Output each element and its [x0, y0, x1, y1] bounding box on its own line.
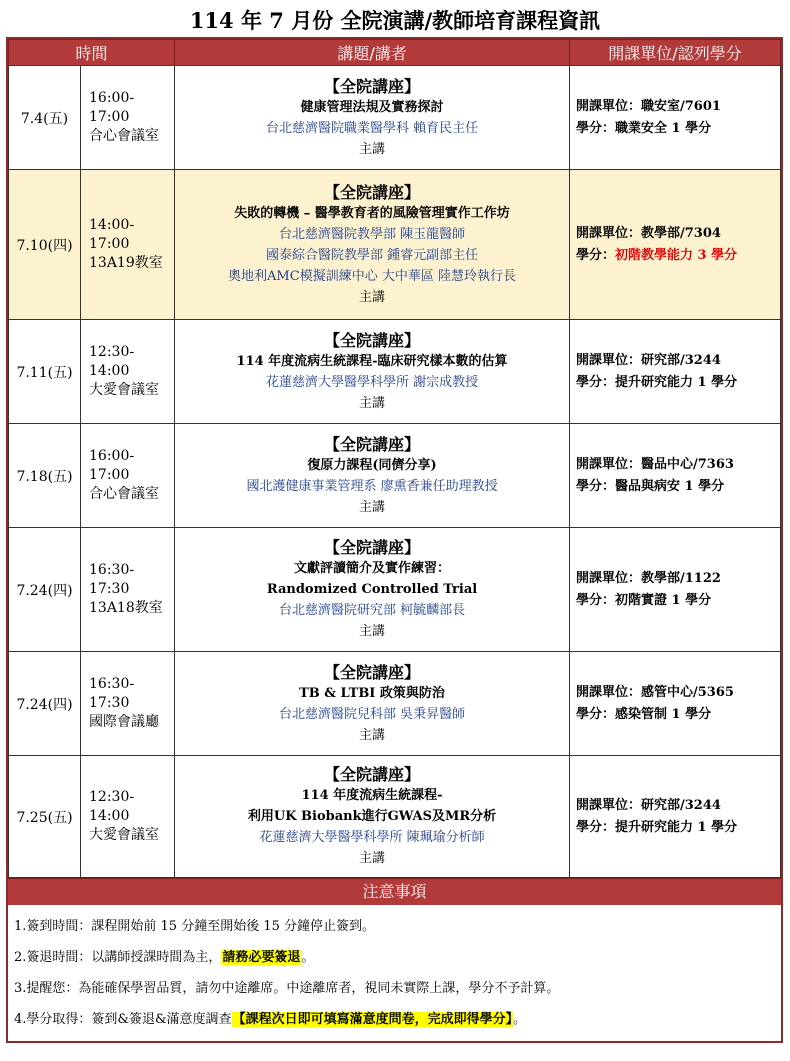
speaker: 花蓮慈濟大學醫學科學所 謝宗成教授 — [265, 374, 479, 390]
course-credit-line: 學分：初階實證 1 學分 — [576, 592, 712, 608]
speaker: 花蓮慈濟大學醫學科學所 陳珮瑜分析師 — [259, 830, 485, 845]
course-title: TB & LTBI 政策與防治 — [299, 685, 445, 701]
speaker: 國泰綜合醫院教學部 鍾睿元副部主任 — [265, 247, 479, 263]
course-credit — [570, 756, 781, 878]
speaker-role: 主講 — [359, 289, 386, 305]
header-time: 時間 — [9, 40, 175, 66]
speaker-role: 主講 — [359, 395, 386, 411]
course-unit: 開課單位：職安室/7601 — [576, 98, 721, 114]
course-credit-line: 學分：提升研究能力 1 學分 — [576, 819, 738, 835]
course-credit-line — [576, 245, 780, 267]
lecture-tag: 【全院講座】 — [324, 538, 421, 557]
speaker: 台北慈濟醫院研究部 柯毓麟部長 — [278, 603, 466, 618]
table-row — [9, 756, 781, 878]
course-title: 114 年度流病生統課程- — [301, 788, 443, 803]
speaker-role: 主講 — [359, 141, 386, 157]
course-topic — [175, 320, 570, 424]
course-room: 大愛會議室 — [89, 382, 159, 398]
lecture-tag: 【全院講座】 — [324, 330, 421, 350]
course-topic — [175, 652, 570, 756]
schedule-container — [6, 37, 783, 1043]
course-unit: 開課單位：教學部/7304 — [576, 225, 721, 241]
course-room: 大愛會議室 — [89, 827, 159, 843]
course-topic — [175, 756, 570, 878]
course-credit — [570, 66, 781, 170]
course-topic — [175, 528, 570, 652]
notice-tail: 。 — [513, 1012, 527, 1027]
header-credit: 開課單位/認列學分 — [570, 40, 781, 66]
course-rows — [9, 66, 781, 878]
course-time: 12:30-14:00 — [89, 789, 135, 824]
course-date: 7.18(五) — [9, 424, 81, 528]
course-credit-line: 學分：醫品與病安 1 學分 — [576, 478, 725, 494]
notice-text: 4.學分取得：簽到&簽退&滿意度調查 — [14, 1012, 232, 1027]
course-title: 復原力課程(同儕分享) — [307, 457, 437, 473]
course-unit: 開課單位：教學部/1122 — [576, 570, 721, 586]
course-credit — [570, 652, 781, 756]
table-header — [9, 40, 781, 66]
course-title: 利用UK Biobank進行GWAS及MR分析 — [247, 809, 497, 824]
table-row — [9, 652, 781, 756]
notice-item — [14, 942, 781, 973]
speaker: 台北慈濟醫院教學部 陳玉龍醫師 — [278, 226, 466, 242]
course-unit: 開課單位：研究部/3244 — [576, 352, 721, 368]
table-row — [9, 66, 781, 170]
course-date: 7.10(四) — [9, 170, 81, 320]
notice-title: 注意事項 — [8, 878, 781, 905]
course-time: 16:30-17:30 — [89, 562, 135, 597]
notice-highlight: 【課程次日即可填寫滿意度問卷，完成即得學分】 — [232, 1012, 513, 1027]
course-time-room — [81, 170, 175, 320]
course-title: 114 年度流病生統課程-臨床研究樣本數的估算 — [236, 353, 508, 369]
speaker: 台北慈濟醫院兒科部 吳秉昇醫師 — [278, 706, 466, 722]
table-row — [9, 424, 781, 528]
course-time: 12:30-14:00 — [89, 344, 135, 379]
lecture-tag: 【全院講座】 — [324, 662, 421, 682]
course-table — [8, 39, 781, 878]
speaker: 奧地利AMC模擬訓練中心 大中華區 陸慧玲執行長 — [228, 268, 516, 284]
notice-highlight: 請務必要簽退 — [222, 950, 301, 965]
course-date: 7.24(四) — [9, 528, 81, 652]
speaker-role: 主講 — [359, 727, 386, 743]
course-topic — [175, 424, 570, 528]
course-credit — [570, 320, 781, 424]
table-row — [9, 170, 781, 320]
course-credit-line: 學分：職業安全 1 學分 — [576, 120, 712, 136]
page-title: 114 年 7 月份 全院演講/教師培育課程資訊 — [189, 8, 601, 33]
course-time-room — [81, 756, 175, 878]
speaker: 台北慈濟醫院職業醫學科 賴育民主任 — [265, 120, 479, 136]
course-topic — [175, 170, 570, 320]
course-room: 合心會議室 — [89, 128, 159, 144]
course-time-room — [81, 652, 175, 756]
course-time-room — [81, 320, 175, 424]
course-date: 7.24(四) — [9, 652, 81, 756]
course-credit — [570, 528, 781, 652]
course-credit — [570, 424, 781, 528]
course-room: 合心會議室 — [89, 486, 159, 502]
course-time-room — [81, 528, 175, 652]
course-date: 7.25(五) — [9, 756, 81, 878]
course-unit: 開課單位：醫品中心/7363 — [576, 456, 734, 472]
lecture-tag: 【全院講座】 — [324, 434, 421, 454]
notice-item — [14, 973, 781, 1004]
course-date: 7.4(五) — [9, 66, 81, 170]
credit-label: 學分： — [576, 247, 616, 263]
course-time: 14:00-17:00 — [89, 217, 135, 252]
notice-text: 2.簽退時間：以講師授課時間為主， — [14, 950, 222, 965]
course-time-room — [81, 424, 175, 528]
notice-list — [8, 905, 781, 1041]
credit-value: 初階教學能力 3 學分 — [615, 247, 738, 263]
course-title: 失敗的轉機 – 醫學教育者的風險管理實作工作坊 — [234, 205, 510, 221]
course-time: 16:30-17:30 — [89, 676, 135, 711]
course-room: 13A18教室 — [89, 600, 163, 616]
lecture-tag: 【全院講座】 — [324, 182, 421, 202]
table-row — [9, 320, 781, 424]
course-room: 國際會議廳 — [89, 714, 159, 730]
notice-item — [14, 1004, 781, 1035]
notice-tail: 。 — [301, 950, 315, 965]
course-unit: 開課單位：研究部/3244 — [576, 797, 721, 813]
course-title: 健康管理法規及實務探討 — [300, 99, 444, 115]
course-credit-line: 學分：感染管制 1 學分 — [576, 706, 712, 722]
lecture-tag: 【全院講座】 — [324, 765, 421, 784]
notice-text: 3.提醒您：為能確保學習品質，請勿中途離席。中途離席者，視同未實際上課，學分不予計算。 — [14, 981, 560, 996]
header-topic: 講題/講者 — [175, 40, 570, 66]
course-topic — [175, 66, 570, 170]
notice-item — [14, 911, 781, 942]
notice-text: 1.簽到時間：課程開始前 15 分鐘至開始後 15 分鐘停止簽到。 — [14, 919, 376, 934]
course-time-room — [81, 66, 175, 170]
course-unit: 開課單位：感管中心/5365 — [576, 684, 734, 700]
speaker-role: 主講 — [359, 851, 386, 866]
course-title: 文獻評讀簡介及實作練習： — [294, 561, 451, 576]
course-date: 7.11(五) — [9, 320, 81, 424]
speaker: 國北護健康事業管理系 廖熏香兼任助理教授 — [246, 478, 498, 494]
speaker-role: 主講 — [359, 499, 386, 515]
course-credit — [570, 170, 781, 320]
course-title: Randomized Controlled Trial — [266, 582, 478, 597]
table-row — [9, 528, 781, 652]
speaker-role: 主講 — [359, 624, 386, 639]
lecture-tag: 【全院講座】 — [324, 76, 421, 96]
course-room: 13A19教室 — [89, 255, 163, 271]
course-time: 16:00-17:00 — [89, 448, 135, 483]
course-time: 16:00-17:00 — [89, 90, 135, 125]
course-credit-line: 學分：提升研究能力 1 學分 — [576, 374, 738, 390]
